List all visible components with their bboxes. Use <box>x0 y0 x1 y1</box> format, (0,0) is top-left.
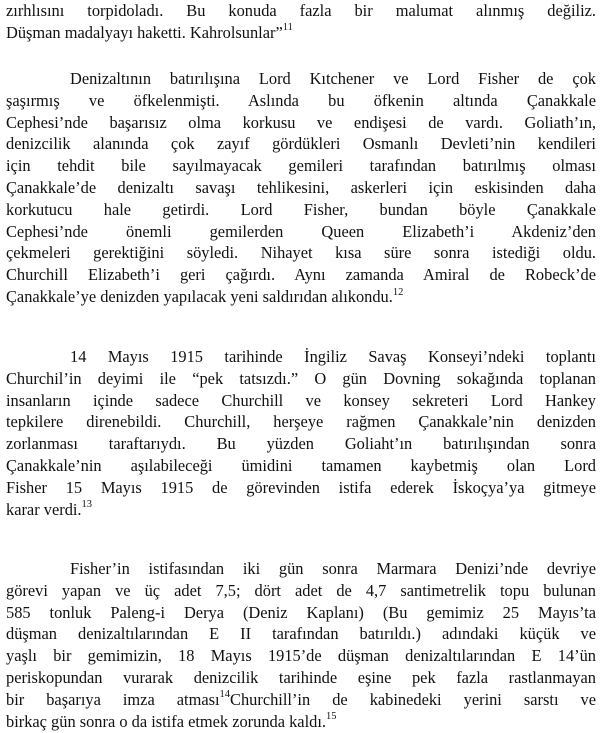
text-line: tepkilere direnebildi. Churchill, herşeye rağmen Çanakkale’nin denizden <box>6 412 596 432</box>
text-line: düşman denizaltılarından E II tarafından batırıldı.) adındaki küçük ve <box>6 624 596 644</box>
text-line: Cephesi’nde önemli gemilerden Queen Elizabeth’i Akdeniz’den <box>6 221 596 241</box>
text-line: yaşlı bir gemimizin, 18 Mayıs 1915’de düşman denizaltılarından E 14’ün <box>6 646 596 666</box>
text-line: denizcilik alanında çok zayıf gördükleri Osmanlı Devleti’nin kendileri <box>6 134 596 154</box>
text-line: Denizaltının batırılışına Lord Kıtchener ve Lord Fisher de çok <box>70 69 596 88</box>
text-line: Churchill Elizabeth’i geri çağırdı. Aynı zamanda Amiral de Robeck’de <box>6 265 596 285</box>
footnote-ref-15: 15 <box>325 711 337 723</box>
text-line: birkaç gün sonra o da istifa etmek zorunda kaldı.$^{15}$ <box>6 711 337 731</box>
text-line: şaşırmış ve öfkelenmişti. Aslında bu öfkenin altında Çanakkale <box>6 90 596 110</box>
text-line: korkutucu hale getirdi. Lord Fisher, bundan böyle Çanakkale <box>6 199 596 219</box>
text-line: Fisher’in istifasından iki gün sonra Marmara Denizi’nde devriye <box>70 559 596 578</box>
text-line: için tehdit bile sayılmayacak gemileri tarafından batırılmış olması <box>6 156 596 176</box>
text-line: karar verdi.$^{13}$ <box>6 499 93 519</box>
text-line: 585 tonluk Paleng-i Derya (Deniz Kaplanı) (Bu gemimiz 25 Mayıs’ta <box>6 602 596 622</box>
text-line: zorlanması taraftarıydı. Bu yüzden Goliaht’ın batırılışından sonra <box>6 434 596 454</box>
text-line: zırhlısını torpidoladı. Bu konuda fazla bir malumat alınmış değiliz. <box>6 1 596 20</box>
text-line: Çanakkale’ye denizden yapılacak yeni saldırıdan alıkondu.$^{12}$ <box>6 286 404 306</box>
footnote-ref-11: 11 <box>282 22 293 34</box>
footnote-ref-12: 12 <box>392 286 404 298</box>
paragraph-2 <box>6 68 596 308</box>
text-line: Fisher 15 Mayıs 1915 de görevinden istifa ederek İskoçya’ya gitmeye <box>6 477 596 497</box>
text-line: insanların içinde sadece Churchill ve konsey sekreteri Lord Hankey <box>6 390 596 410</box>
text-line: 14 Mayıs 1915 tarihinde İngiliz Savaş Konseyi’ndeki toplantı <box>70 347 596 366</box>
text-line: görevi yapan ve üç adet 7,5; dört adet de 4,7 santimetrelik topu bulunan <box>6 580 596 600</box>
paragraph-1 <box>6 0 596 44</box>
paragraph-4 <box>6 558 596 732</box>
footnote-ref-14: 14 <box>219 689 231 701</box>
text-line: Cephesi’nde başarısız olma korkusu ve endişesi de vardı. Goliath’ın, <box>6 112 596 132</box>
text-line: çekmeleri gerektiğini söyledi. Nihayet kısa süre sonra istediği oldu. <box>6 243 596 263</box>
paragraph-3 <box>6 346 596 520</box>
text-line: Çanakkale’nin aşılabileceği ümidini tamamen kaybetmiş olan Lord <box>6 455 596 475</box>
text-line: Çanakkale’de denizaltı savaşı tehlikesini, askerleri için eskisinden daha <box>6 177 596 197</box>
footnote-ref-13: 13 <box>81 499 93 511</box>
text-line: bir başarıya imza atması$^{14}$Churchill’in de kabinedeki yerini sarstı ve <box>6 689 596 709</box>
text-line: Churchil’in deyimi ile “pek tatsızdı.” O gün Dovning sokağında toplanan <box>6 368 596 388</box>
text-line: periskopundan vurarak denizcilik tarihinde eşine pek fazla rastlanmayan <box>6 667 596 687</box>
text-line: Düşman madalyayı haketti. Kahrolsunlar”$^{11}$ <box>6 22 293 42</box>
